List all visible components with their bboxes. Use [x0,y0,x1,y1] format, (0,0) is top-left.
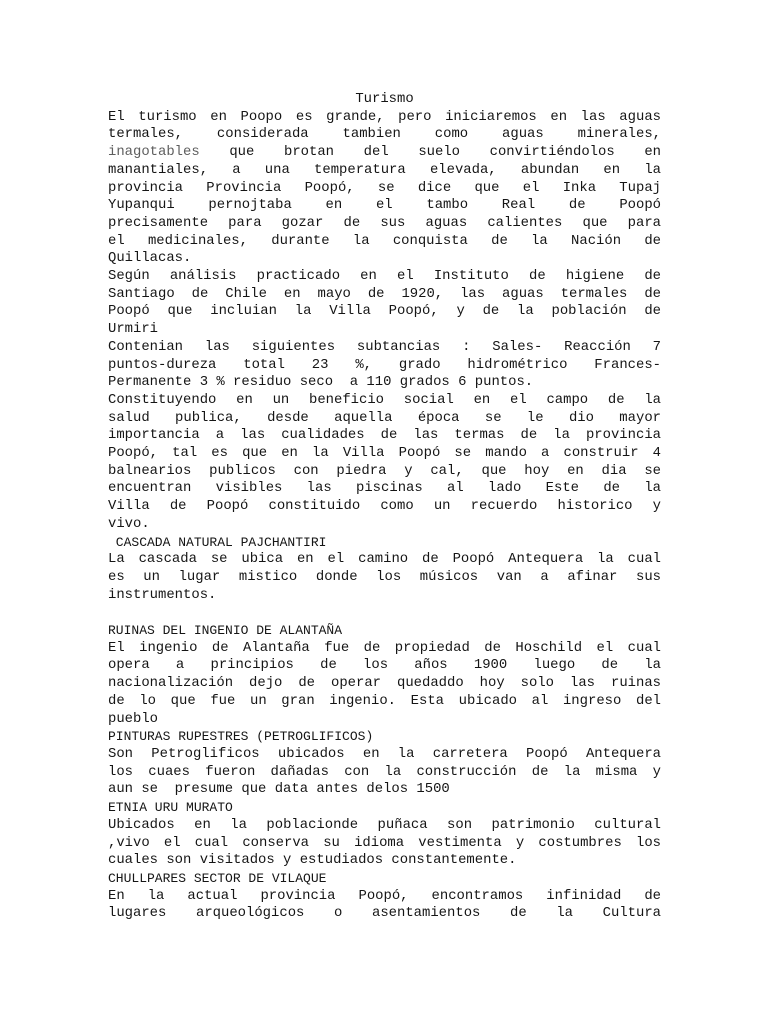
highlighted-word: inagotables [108,144,200,161]
text-line: Contenian las siguientes subtancias : Sales- Reacción 7 [108,338,661,355]
text-line: aun se presume que data antes delos 1500 [108,781,450,798]
text-line: opera a principios de los años 1900 luego de la [108,657,661,674]
analysis-paragraph [108,268,661,339]
text-line [108,144,661,162]
chullpares-section [108,870,661,923]
text-line: Urmiri [108,321,159,338]
text-line: Yupanqui pernojtaba en el tambo Real de Poopó [108,197,661,214]
text-line: Poopó que incluian la Villa Poopó, y de la población de [108,303,661,320]
text-line: puntos-dureza total 23 %, grado hidrométrico Frances- [108,356,661,373]
text-line: termales, considerada tambien como aguas minerales, [108,126,661,143]
text-line: Villa de Poopó constituido como un recuerdo historico y [108,498,661,515]
text-line: El ingenio de Alantaña fue de propiedad de Hoschild el cual [108,639,661,656]
text-line: los cuaes fueron dañadas con la construcción de la misma y [108,763,661,780]
text-line: es un lugar mistico donde los músicos van a afinar sus [108,568,661,585]
text-line: el medicinales, durante la conquista de la Nación de [108,232,661,249]
text-line: encuentran visibles las piscinas al lado Este de la [108,480,661,497]
cascada-section [108,534,661,605]
text-line: balnearios publicos con piedra y cal, que hoy en dia se [108,462,661,479]
text-line: Poopó, tal es que en la Villa Poopó se mando a construir 4 [108,445,661,462]
text-line: Son Petroglificos ubicados en la carretera Poopó Antequera [108,746,661,762]
text-line: Permanente 3 % residuo seco a 110 grados 6 puntos. [108,374,534,391]
text-line: Ubicados en la poblacionde puñaca son patrimonio cultural [108,816,661,833]
text-line: Santiago de Chile en mayo de 1920, las aguas termales de [108,285,661,302]
text-line: pueblo [108,710,159,727]
text-line: La cascada se ubica en el camino de Poopó Antequera la cual [108,551,661,568]
etnia-section [108,799,661,870]
document-page [108,91,661,923]
intro-paragraph [108,109,661,268]
text-line: Según análisis practicado en el Instituto de higiene de [108,268,661,285]
text-line: precisamente para gozar de sus aguas calientes que para [108,214,661,231]
blank-line [108,604,661,622]
text-line: de lo que fue un gran ingenio. Esta ubicado al ingreso del [108,692,661,709]
section-heading: PINTURAS RUPESTRES (PETROGLIFICOS) [108,729,374,745]
text-line: manantiales, a una temperatura elevada, abundan en la [108,161,661,178]
text-line: Quillacas. [108,250,192,267]
social-paragraph [108,392,661,534]
ruinas-section [108,622,661,728]
text-line: salud publica, desde aquella época se le dio mayor [108,409,661,426]
text-line: importancia a las cualidades de las termas de la provincia [108,427,661,444]
text-line: El turismo en Poopo es grande, pero iniciaremos en las aguas [108,108,661,125]
text-line: vivo. [108,515,150,532]
section-heading: CASCADA NATURAL PAJCHANTIRI [108,534,327,550]
text-line: ,vivo el cual conserva su idioma vestimenta y costumbres los [108,834,661,851]
section-heading: RUINAS DEL INGENIO DE ALANTAÑA [108,623,343,639]
text-line: cuales son visitados y estudiados constantemente. [108,852,517,869]
section-heading: CHULLPARES SECTOR DE VILAQUE [108,870,327,886]
text-line: provincia Provincia Poopó, se dice que el Inka Tupaj [108,179,661,196]
text-line: lugares arqueológicos o asentamientos de la Cultura [108,905,661,922]
text-line: instrumentos. [108,586,217,603]
text-line: En la actual provincia Poopó, encontramos infinidad de [108,887,661,904]
section-heading: ETNIA URU MURATO [108,800,233,816]
text-line: Constituyendo en un beneficio social en el campo de la [108,391,661,408]
pinturas-section [108,728,661,799]
document-title: Turismo [355,91,414,107]
contents-paragraph [108,339,661,392]
text-fragment: que brotan del suelo convirtiéndolos en [199,144,661,161]
text-line: nacionalización dejo de operar quedaddo hoy solo las ruinas [108,675,661,692]
